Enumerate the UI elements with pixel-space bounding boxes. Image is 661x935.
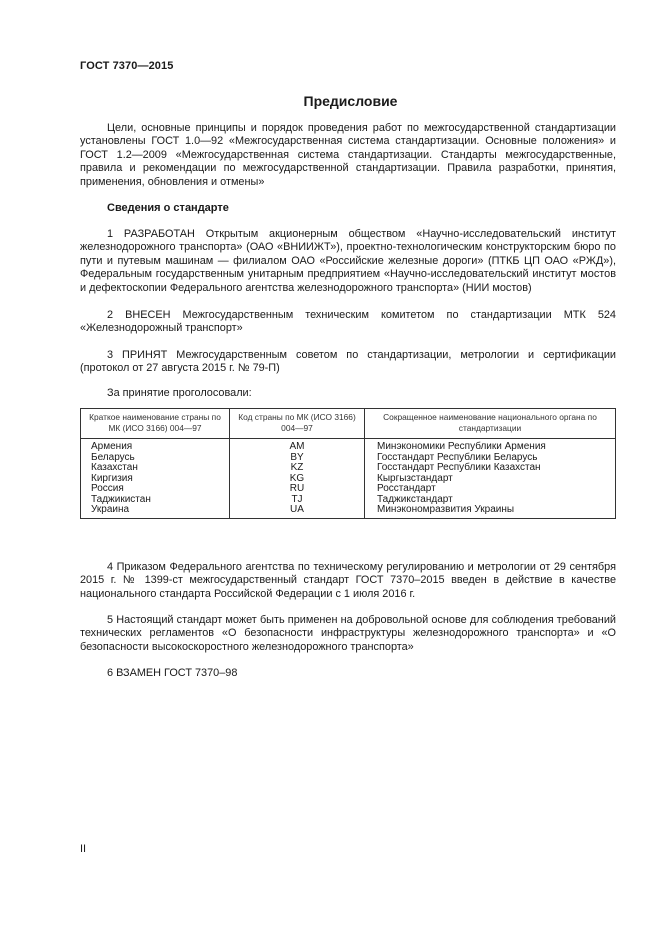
country-code: KZ: [230, 463, 365, 474]
table-header-row: [81, 409, 616, 439]
page-number: II: [80, 843, 87, 855]
country-name: Киргизия: [81, 474, 230, 485]
item-adopted: 3 ПРИНЯТ Межгосударственным советом по стандартизации, метрологии и сертификации (протокол от 27 августа 2015 г. № 79-П): [80, 349, 616, 375]
table-row: [81, 463, 616, 474]
table-row: [81, 439, 616, 453]
table-row: [81, 505, 616, 518]
table-row: [81, 484, 616, 495]
header-country-name: Краткое наименование страны по МК (ИСО 3166) 004—97: [81, 409, 230, 439]
voted-label: За принятие проголосовали:: [107, 387, 252, 399]
header-national-body: Сокращенное наименование национального органа по стандартизации: [365, 409, 616, 439]
country-code: KG: [230, 474, 365, 485]
info-heading: Сведения о стандарте: [107, 202, 229, 214]
national-body: Кыргызстандарт: [365, 474, 616, 485]
voting-table: [80, 408, 616, 519]
item-enacted: 4 Приказом Федерального агентства по техническому регулированию и метрологии от 29 сентября 2015 г. № 1399-ст межгосударственный стандарт ГОСТ 7370–2015 введен в действие в качестве национального стандарта Российской Федерации с 1 июля 2016 г.: [80, 561, 616, 600]
country-code: TJ: [230, 495, 365, 506]
country-name: Беларусь: [81, 453, 230, 464]
national-body: Таджикстандарт: [365, 495, 616, 506]
country-code: BY: [230, 453, 365, 464]
country-code: UA: [230, 505, 365, 518]
item-introduced: 2 ВНЕСЕН Межгосударственным техническим комитетом по стандартизации МТК 524 «Железнодорожный транспорт»: [80, 309, 616, 335]
country-name: Украина: [81, 505, 230, 518]
national-body: Госстандарт Республики Казахстан: [365, 463, 616, 474]
national-body: Минэкономразвития Украины: [365, 505, 616, 518]
country-name: Таджикистан: [81, 495, 230, 506]
item-voluntary: 5 Настоящий стандарт может быть применен на добровольной основе для соблюдения требований технических регламентов «О безопасности инфраструктуры железнодорожного транспорта» и «О безопасности высокоскоростного железнодорожного транспорта»: [80, 614, 616, 653]
item-replaces: 6 ВЗАМЕН ГОСТ 7370–98: [107, 667, 238, 679]
item-developed: 1 РАЗРАБОТАН Открытым акционерным обществом «Научно-исследовательский институт железнодорожного транспорта» (ОАО «ВНИИЖТ»), проектно-технологическим конструкторским бюро по пути и путевым машинам — филиалом ОАО «Российские железные дороги» (ПТКБ ЦП ОАО «РЖД»), Федеральным государственным унитарным предприятием «Научно-исследовательский институт мостов и дефектоскопии Федерального агентства железнодорожного транспорта» (НИИ мостов): [80, 228, 616, 294]
country-name: Россия: [81, 484, 230, 495]
page-title: Предисловие: [303, 93, 398, 109]
table-row: [81, 474, 616, 485]
table-row: [81, 495, 616, 506]
document-code: ГОСТ 7370—2015: [80, 60, 174, 72]
country-name: Казахстан: [81, 463, 230, 474]
national-body: Росстандарт: [365, 484, 616, 495]
country-code: RU: [230, 484, 365, 495]
intro-paragraph: Цели, основные принципы и порядок проведения работ по межгосударственной стандартизации установлены ГОСТ 1.0—92 «Межгосударственная система стандартизации. Основные положения» и ГОСТ 1.2—2009 «Межгосударственная система стандартизации. Стандарты межгосударственные, правила и рекомендации по межгосударственной стандартизации. Правила разработки, принятия, применения, обновления и отмены»: [80, 122, 616, 188]
country-name: Армения: [81, 439, 230, 453]
header-country-code: Код страны по МК (ИСО 3166) 004—97: [230, 409, 365, 439]
national-body: Минэкономики Республики Армения: [365, 439, 616, 453]
country-code: AM: [230, 439, 365, 453]
national-body: Госстандарт Республики Беларусь: [365, 453, 616, 464]
